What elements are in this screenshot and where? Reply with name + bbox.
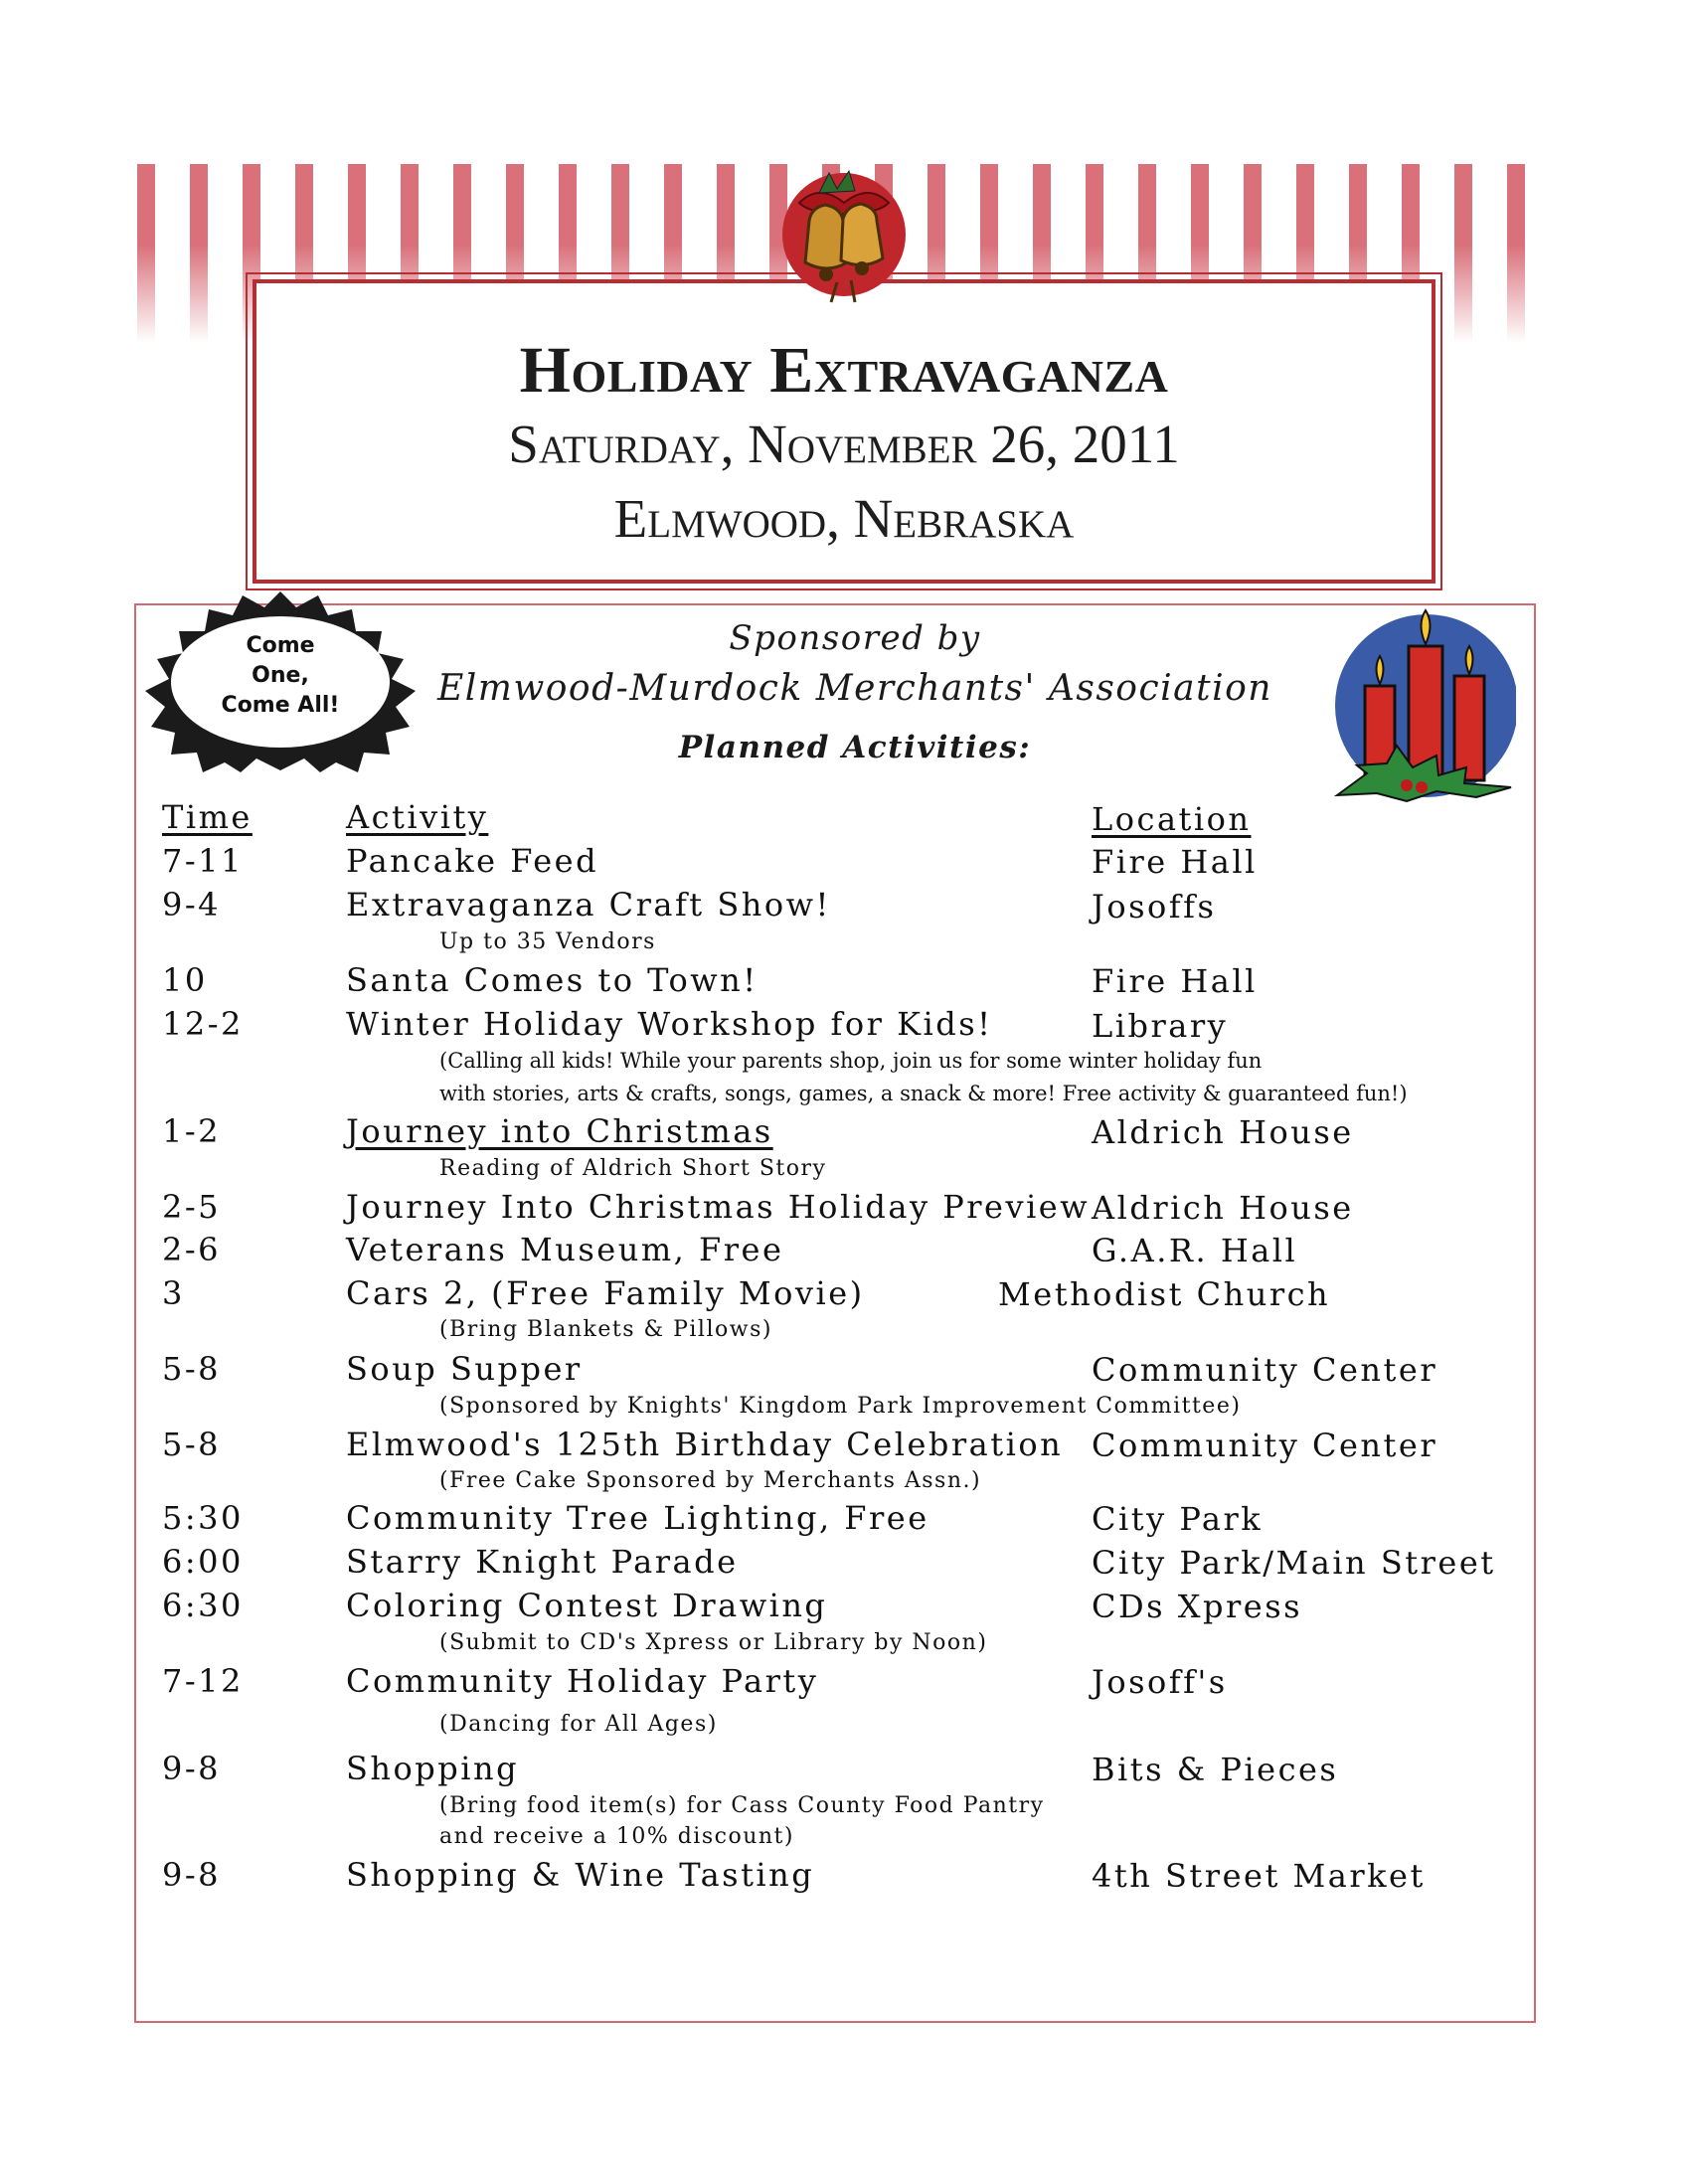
row-location: Community Center (1092, 1351, 1438, 1389)
row-location: Methodist Church (998, 1275, 1331, 1313)
row-note: (Dancing for All Ages) (439, 1712, 718, 1737)
row-time: 7-12 (162, 1662, 244, 1700)
row-activity: Community Tree Lighting, Free (346, 1499, 929, 1537)
row-activity: Journey into Christmas (346, 1112, 773, 1150)
row-activity: Soup Supper (346, 1350, 583, 1388)
row-activity: Starry Knight Parade (346, 1543, 739, 1581)
event-place: Elmwood, Nebraska (613, 488, 1075, 549)
event-date: Saturday, November 26, 2011 (508, 414, 1180, 474)
row-note: (Submit to CD's Xpress or Library by Noon) (439, 1630, 988, 1655)
row-time: 10 (162, 961, 208, 999)
row-activity: Shopping & Wine Tasting (346, 1856, 815, 1894)
row-location: Fire Hall (1092, 962, 1258, 1000)
row-time: 6:00 (162, 1543, 244, 1581)
row-location: Library (1092, 1007, 1229, 1045)
row-location: Josoffs (1092, 888, 1217, 925)
row-location: Aldrich House (1092, 1113, 1354, 1151)
row-location: Josoff's (1092, 1663, 1228, 1701)
row-location: G.A.R. Hall (1092, 1232, 1298, 1269)
row-note: Reading of Aldrich Short Story (439, 1156, 827, 1181)
title-box (253, 279, 1435, 584)
column-header-location: Location (1092, 800, 1252, 838)
row-time: 5:30 (162, 1499, 244, 1537)
column-header-activity: Activity (346, 798, 489, 836)
row-time: 9-8 (162, 1856, 222, 1894)
association-name: Elmwood-Murdock Merchants' Association (437, 668, 1272, 709)
row-note: (Sponsored by Knights' Kingdom Park Improvement Committee) (439, 1394, 1242, 1419)
row-location: CDs Xpress (1092, 1588, 1303, 1625)
row-activity: Winter Holiday Workshop for Kids! (346, 1005, 993, 1043)
row-location: City Park/Main Street (1092, 1544, 1496, 1582)
row-location: Bits & Pieces (1092, 1751, 1339, 1788)
badge-line-3: Come All! (221, 693, 340, 718)
badge-line-1: Come (246, 633, 315, 658)
row-location: Community Center (1092, 1427, 1438, 1464)
sponsored-by-label: Sponsored by (729, 618, 981, 658)
row-time: 2-6 (162, 1231, 222, 1268)
row-location: 4th Street Market (1092, 1857, 1426, 1895)
row-time: 12-2 (162, 1005, 244, 1043)
row-note: Up to 35 Vendors (439, 929, 656, 954)
row-note: and receive a 10% discount) (439, 1824, 794, 1849)
row-time: 9-4 (162, 886, 222, 924)
row-note: (Free Cake Sponsored by Merchants Assn.) (439, 1468, 982, 1493)
badge-line-2: One, (252, 663, 309, 688)
event-title: Holiday Extravaganza (519, 334, 1169, 407)
row-activity: Coloring Contest Drawing (346, 1587, 828, 1624)
bells-icon (760, 163, 928, 312)
row-activity: Shopping (346, 1750, 520, 1787)
row-activity: Community Holiday Party (346, 1662, 819, 1700)
row-activity: Pancake Feed (346, 842, 599, 880)
row-activity: Extravaganza Craft Show! (346, 886, 831, 924)
row-activity: Elmwood's 125th Birthday Celebration (346, 1426, 1064, 1463)
planned-activities-heading: Planned Activities: (678, 730, 1032, 765)
row-time: 9-8 (162, 1750, 222, 1787)
row-time: 3 (162, 1274, 185, 1312)
candles-icon (1327, 606, 1516, 805)
row-note: (Bring Blankets & Pillows) (439, 1317, 772, 1342)
row-activity: Journey Into Christmas Holiday Preview (346, 1188, 1091, 1226)
row-location: Fire Hall (1092, 843, 1258, 881)
row-note: with stories, arts & crafts, songs, games, a snack & more! Free activity & guaranteed fun!) (439, 1082, 1408, 1105)
row-time: 5-8 (162, 1350, 222, 1388)
row-activity: Veterans Museum, Free (346, 1231, 784, 1268)
row-note: (Calling all kids! While your parents shop, join us for some winter holiday fun (439, 1049, 1263, 1073)
row-time: 7-11 (162, 842, 244, 880)
row-time: 5-8 (162, 1426, 222, 1463)
row-activity: Santa Comes to Town! (346, 961, 759, 999)
row-location: City Park (1092, 1500, 1264, 1538)
badge-text (141, 631, 420, 721)
row-activity: Cars 2, (Free Family Movie) (346, 1274, 865, 1312)
row-time: 6:30 (162, 1587, 244, 1624)
column-header-time: Time (162, 798, 253, 836)
row-time: 1-2 (162, 1112, 222, 1150)
row-location: Aldrich House (1092, 1189, 1354, 1227)
row-time: 2-5 (162, 1188, 222, 1226)
row-note: (Bring food item(s) for Cass County Food Pantry (439, 1793, 1045, 1818)
